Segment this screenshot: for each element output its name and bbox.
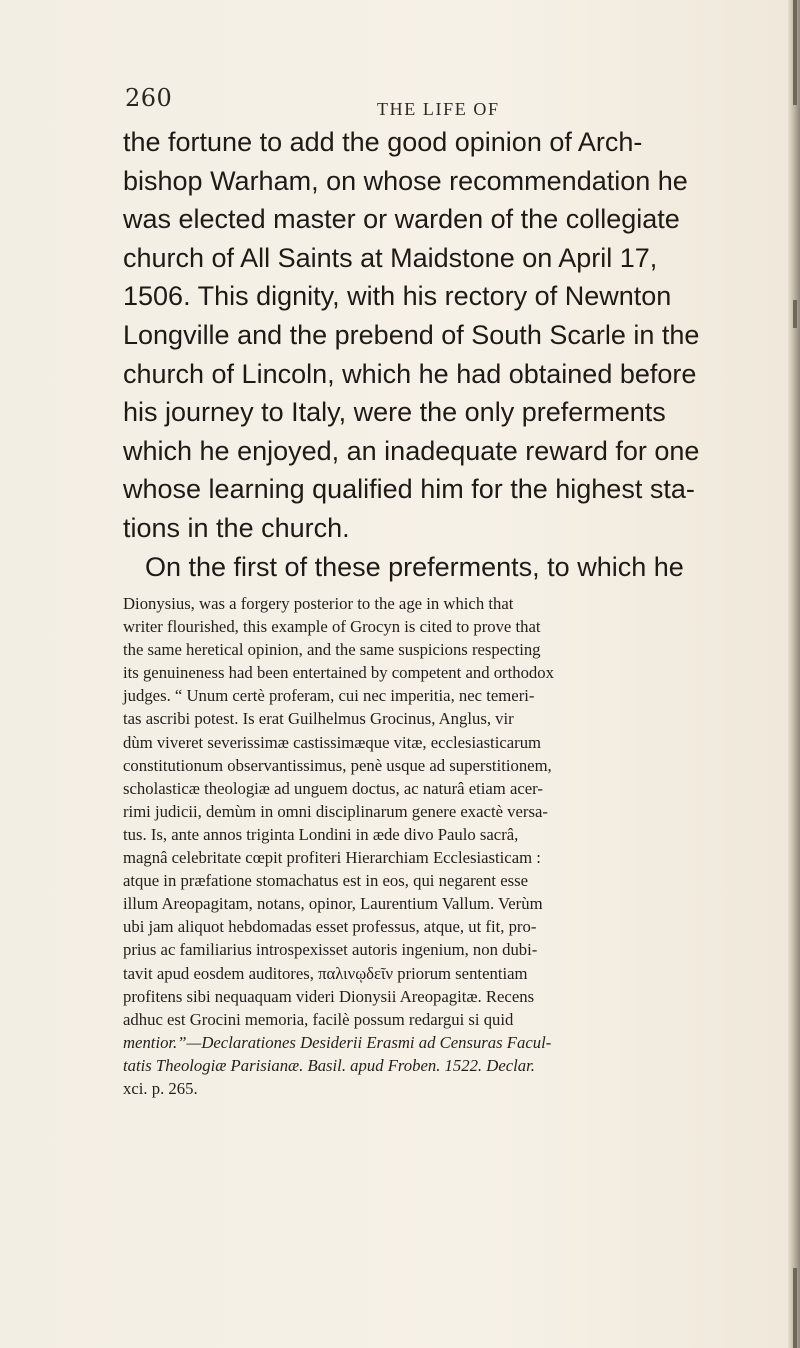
- body-line: bishop Warham, on whose recommendation he: [123, 165, 688, 196]
- body-line: whose learning qualified him for the highest sta-: [123, 474, 695, 505]
- footnote-line: adhuc est Grocini memoria, facilè possum redargui si quid: [123, 1009, 514, 1029]
- body-text: [123, 123, 773, 586]
- edge-mark: [793, 300, 797, 328]
- footnote-line: judges. “ Unum certè proferam, cui nec imperitia, nec temeri-: [123, 686, 535, 706]
- body-line: his journey to Italy, were the only preferments: [123, 397, 666, 428]
- footnote-line: tus. Is, ante annos triginta Londini in æde divo Paulo sacrâ,: [123, 824, 519, 844]
- footnote-line: atque in præfatione stomachatus est in eos, qui negarent esse: [123, 871, 529, 891]
- body-line: church of All Saints at Maidstone on April 17,: [123, 242, 658, 273]
- footnote-line: xci. p. 265.: [123, 1078, 198, 1098]
- body-line: the fortune to add the good opinion of Arch-: [123, 127, 643, 157]
- footnote-line: illum Areopagitam, notans, opinor, Laurentium Vallum. Verùm: [123, 894, 543, 914]
- footnote-line: tavit apud eosdem auditores, παλινῳδεῖν priorum sententiam: [123, 963, 528, 983]
- page-number: 260: [125, 84, 173, 112]
- footnote-line: prius ac familiarius introspexisset autoris ingenium, non dubi-: [123, 940, 538, 960]
- body-line: was elected master or warden of the collegiate: [123, 204, 680, 235]
- body-line: 1506. This dignity, with his rectory of Newnton: [123, 281, 672, 312]
- footnote-line: magnâ celebritate cœpit profiteri Hierarchiam Ecclesiasticam :: [123, 848, 541, 868]
- body-line: On the first of these preferments, to which he: [145, 551, 684, 582]
- body-line: Longville and the prebend of South Scarle in the: [123, 319, 700, 350]
- footnote-line: writer flourished, this example of Grocyn is cited to prove that: [123, 617, 541, 637]
- footnote-line: rimi judicii, demùm in omni disciplinarum genere exactè versa-: [123, 801, 548, 821]
- footnote: [123, 592, 773, 1100]
- edge-mark: [793, 1268, 797, 1348]
- body-line: which he enjoyed, an inadequate reward for one: [123, 435, 700, 466]
- footnote-line: dùm viveret severissimæ castissimæque vitæ, ecclesiasticarum: [123, 732, 542, 752]
- footnote-line: the same heretical opinion, and the same suspicions respecting: [123, 640, 541, 660]
- body-line: church of Lincoln, which he had obtained before: [123, 358, 697, 389]
- footnote-line: its genuineness had been entertained by competent and orthodox: [123, 663, 554, 683]
- running-head: THE LIFE OF: [377, 99, 500, 119]
- footnote-line: Dionysius, was a forgery posterior to the age in which that: [123, 594, 514, 613]
- footnote-line: tatis Theologiæ Parisianæ. Basil. apud Froben. 1522. Declar.: [123, 1055, 535, 1075]
- body-line: tions in the church.: [123, 512, 350, 543]
- footnote-line: constitutionum observantissimus, penè usque ad superstitionem,: [123, 755, 552, 775]
- page-edge: [788, 0, 800, 1348]
- edge-mark: [793, 0, 797, 105]
- footnote-line: profitens sibi nequaquam videri Dionysii Areopagitæ. Recens: [123, 986, 535, 1006]
- footnote-line: ubi jam aliquot hebdomadas esset professus, atque, ut fit, pro-: [123, 917, 537, 937]
- footnote-line: mentior.”—Declarationes Desiderii Erasmi ad Censuras Facul-: [123, 1032, 552, 1052]
- footnote-line: tas ascribi potest. Is erat Guilhelmus Grocinus, Anglus, vir: [123, 709, 514, 729]
- footnote-line: scholasticæ theologiæ ad unguem doctus, ac naturâ etiam acer-: [123, 778, 543, 798]
